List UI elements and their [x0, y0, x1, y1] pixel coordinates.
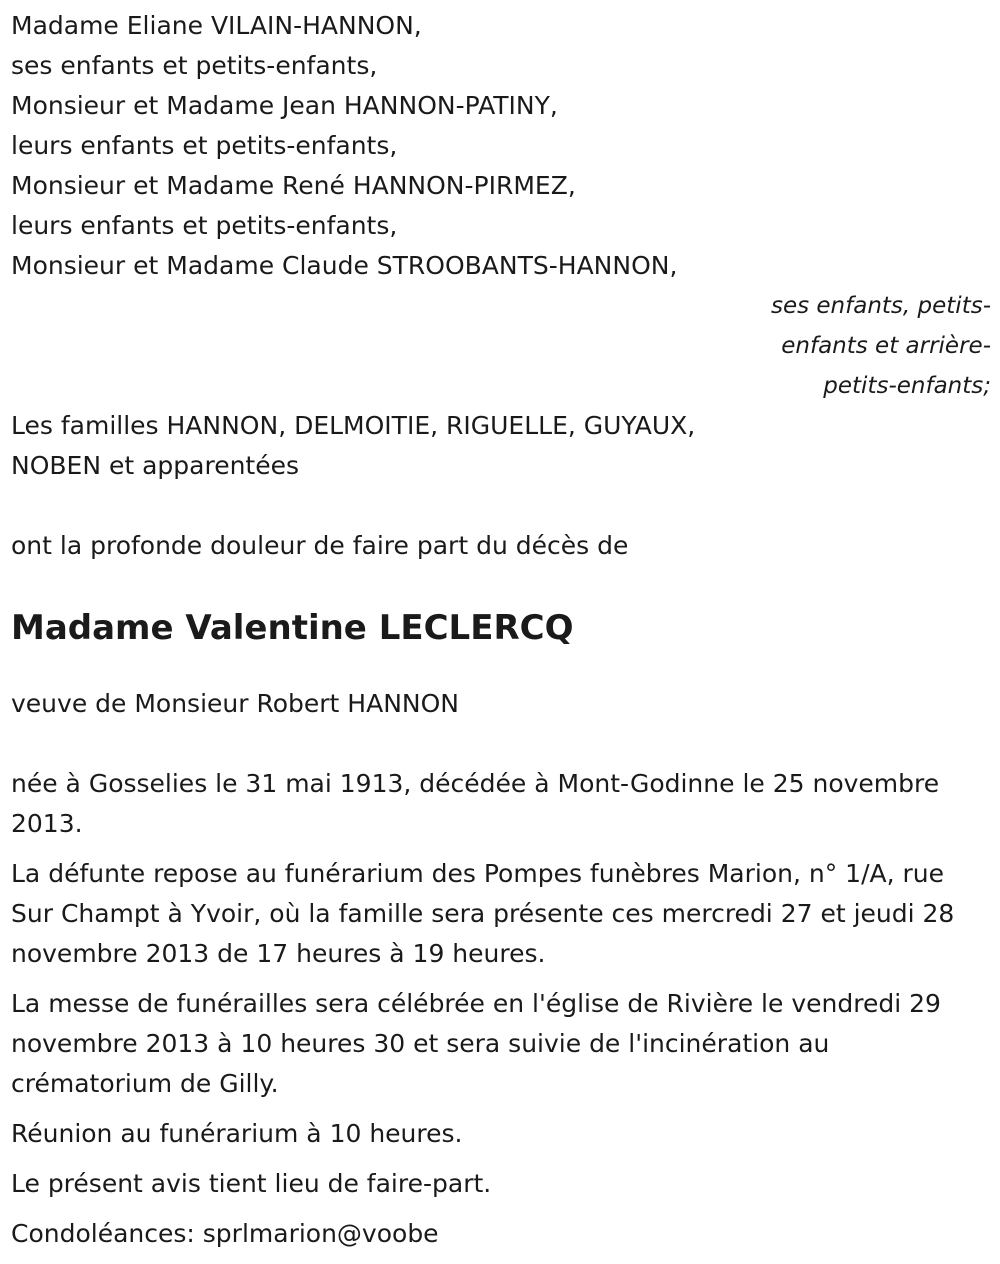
family-line: Monsieur et Madame Claude STROOBANTS-HANNON,: [11, 251, 678, 280]
family-line: Monsieur et Madame Jean HANNON-PATINY,: [11, 91, 558, 120]
other-families-line: Les familles HANNON, DELMOITIE, RIGUELLE, GUYAUX,: [11, 411, 696, 440]
spacer: [11, 724, 991, 764]
notice-text: Le présent avis tient lieu de faire-part.: [11, 1169, 492, 1198]
meeting-text: Réunion au funérarium à 10 heures.: [11, 1119, 463, 1148]
family-line: leurs enfants et petits-enfants,: [11, 211, 398, 240]
family-line: leurs enfants et petits-enfants,: [11, 131, 398, 160]
spacer: [11, 486, 991, 526]
rest-place-text: La défunte repose au funérarium des Pompes funèbres Marion, n° 1/A, rue Sur Champt à Yvoir, où la famille sera présente ces mercredi 27 et jeudi 28 novembre 2013 de 17 heures à 19 heures.: [11, 859, 955, 968]
descendants-line: ses enfants, petits-: [770, 293, 991, 319]
condolences-text: Condoléances: sprlmarion@voobe: [11, 1219, 439, 1248]
other-families: [11, 406, 991, 486]
funeral-mass-text: La messe de funérailles sera célébrée en l'église de Rivière le vendredi 29 novembre 2013 à 10 heures 30 et sera suivie de l'incinération au crématorium de Gilly.: [11, 989, 941, 1098]
widow-of-text: veuve de Monsieur Robert HANNON: [11, 689, 459, 718]
descendants-line: enfants et arrière-: [781, 333, 991, 359]
announcement-text: ont la profonde douleur de faire part du décès de: [11, 531, 629, 560]
family-line: Monsieur et Madame René HANNON-PIRMEZ,: [11, 171, 576, 200]
descendants-note: [11, 286, 991, 406]
family-list: [11, 0, 991, 286]
descendants-line: petits-enfants;: [823, 373, 991, 399]
family-line: ses enfants et petits-enfants,: [11, 51, 378, 80]
birth-death-text: née à Gosselies le 31 mai 1913, décédée à Mont-Godinne le 25 novembre 2013.: [11, 769, 940, 838]
deceased-name: Madame Valentine LECLERCQ: [11, 608, 574, 648]
family-line: Madame Eliane VILAIN-HANNON,: [11, 11, 422, 40]
other-families-line: NOBEN et apparentées: [11, 451, 300, 480]
obituary-notice: [11, 0, 991, 1264]
